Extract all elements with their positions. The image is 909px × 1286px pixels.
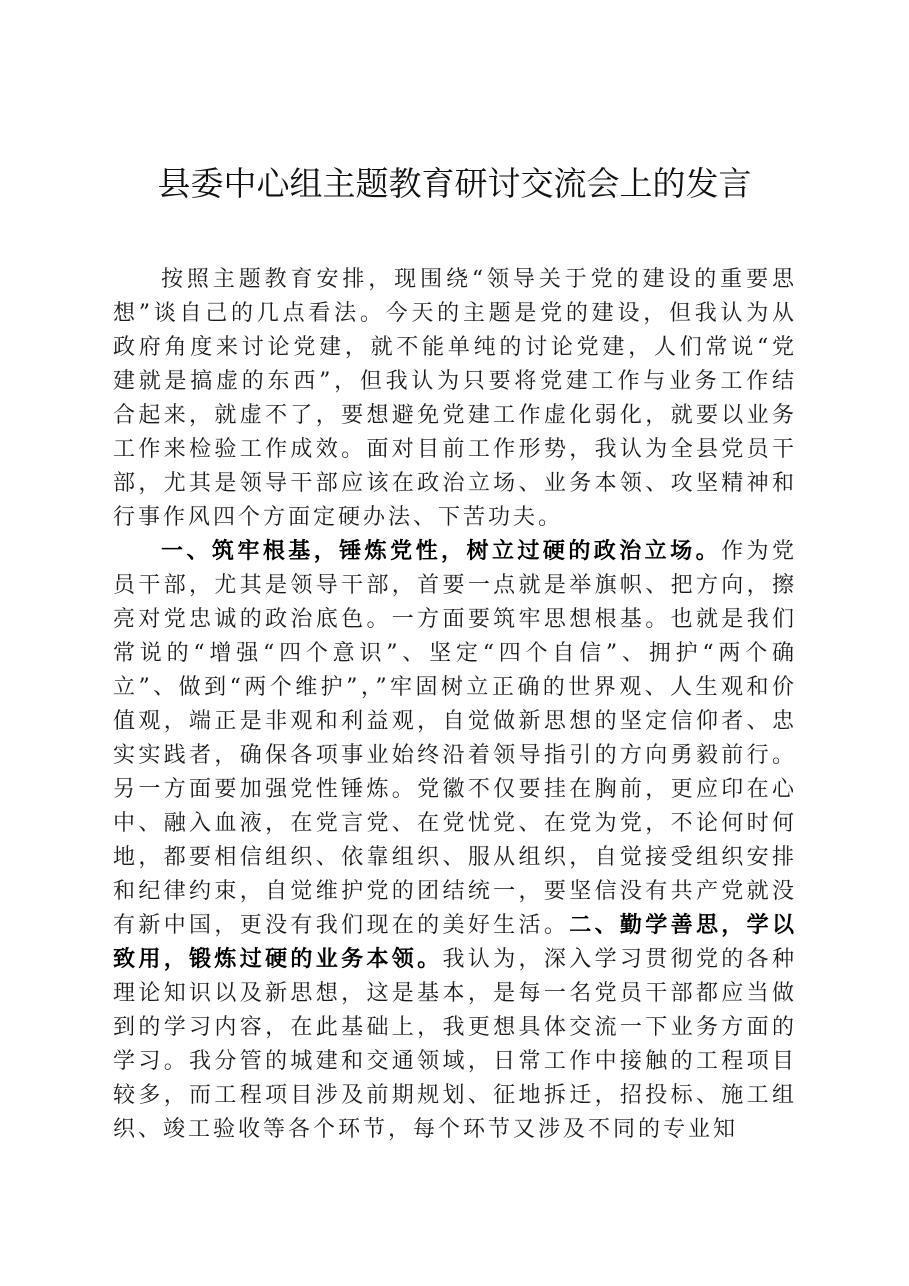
- section-text-1: 作为党员干部，尤其是领导干部，首要一点就是举旗帜、把方向，擦亮对党忠诚的政治底色。一方面要筑牢思想根基。也就是我们常说的“增强“四个意识”、坚定“四个自信”、拥护“两个确立”、做到“两个维护”，”牢固树立正确的世界观、人生观和价值观，端正是非观和利益观，自觉做新思想的坚定信仰者、忠实实践者，确保各项事业始终沿着领导指引的方向勇毅前行。另一方面要加强党性锤炼。党徽不仅要挂在胸前，更应印在心中、融入血液，在党言党、在党忧党、在党为党，不论何时何地，都要相信组织、依靠组织、服从组织，自觉接受组织安排和纪律约束，自觉维护党的团结统一，要坚信没有共产党就没有新中国，更没有我们现在的美好生活。: [113, 539, 797, 938]
- section-text-2: 我认为，深入学习贯彻党的各种理论知识以及新思想，这是基本，是每一名党员干部都应当做到的学习内容，在此基础上，我更想具体交流一下业务方面的学习。我分管的城建和交通领域，日常工作中接触的工程项目较多，而工程项目涉及前期规划、征地拆迁，招投标、施工组织、竣工验收等各个环节，每个环节又涉及不同的专业知: [113, 947, 797, 1142]
- paragraph-main: [113, 535, 797, 1147]
- section-heading-1: 一、筑牢根基，锤炼党性，树立过硬的政治立场。: [161, 539, 722, 564]
- document-body: [113, 263, 797, 1147]
- paragraph-intro: 按照主题教育安排，现围绕“领导关于党的建设的重要思想”谈自己的几点看法。今天的主题是党的建设，但我认为从政府角度来讨论党建，就不能单纯的讨论党建，人们常说“党建就是搞虚的东西”，但我认为只要将党建工作与业务工作结合起来，就虚不了，要想避免党建工作虚化弱化，就要以业务工作来检验工作成效。面对目前工作形势，我认为全县党员干部，尤其是领导干部应该在政治立场、业务本领、攻坚精神和行事作风四个方面定硬办法、下苦功夫。: [113, 267, 797, 530]
- page-title: 县委中心组主题教育研讨交流会上的发言: [157, 164, 752, 203]
- section-heading-2: 二、勤学善思，学以致用，锻炼过硬的业务本领。: [113, 913, 797, 972]
